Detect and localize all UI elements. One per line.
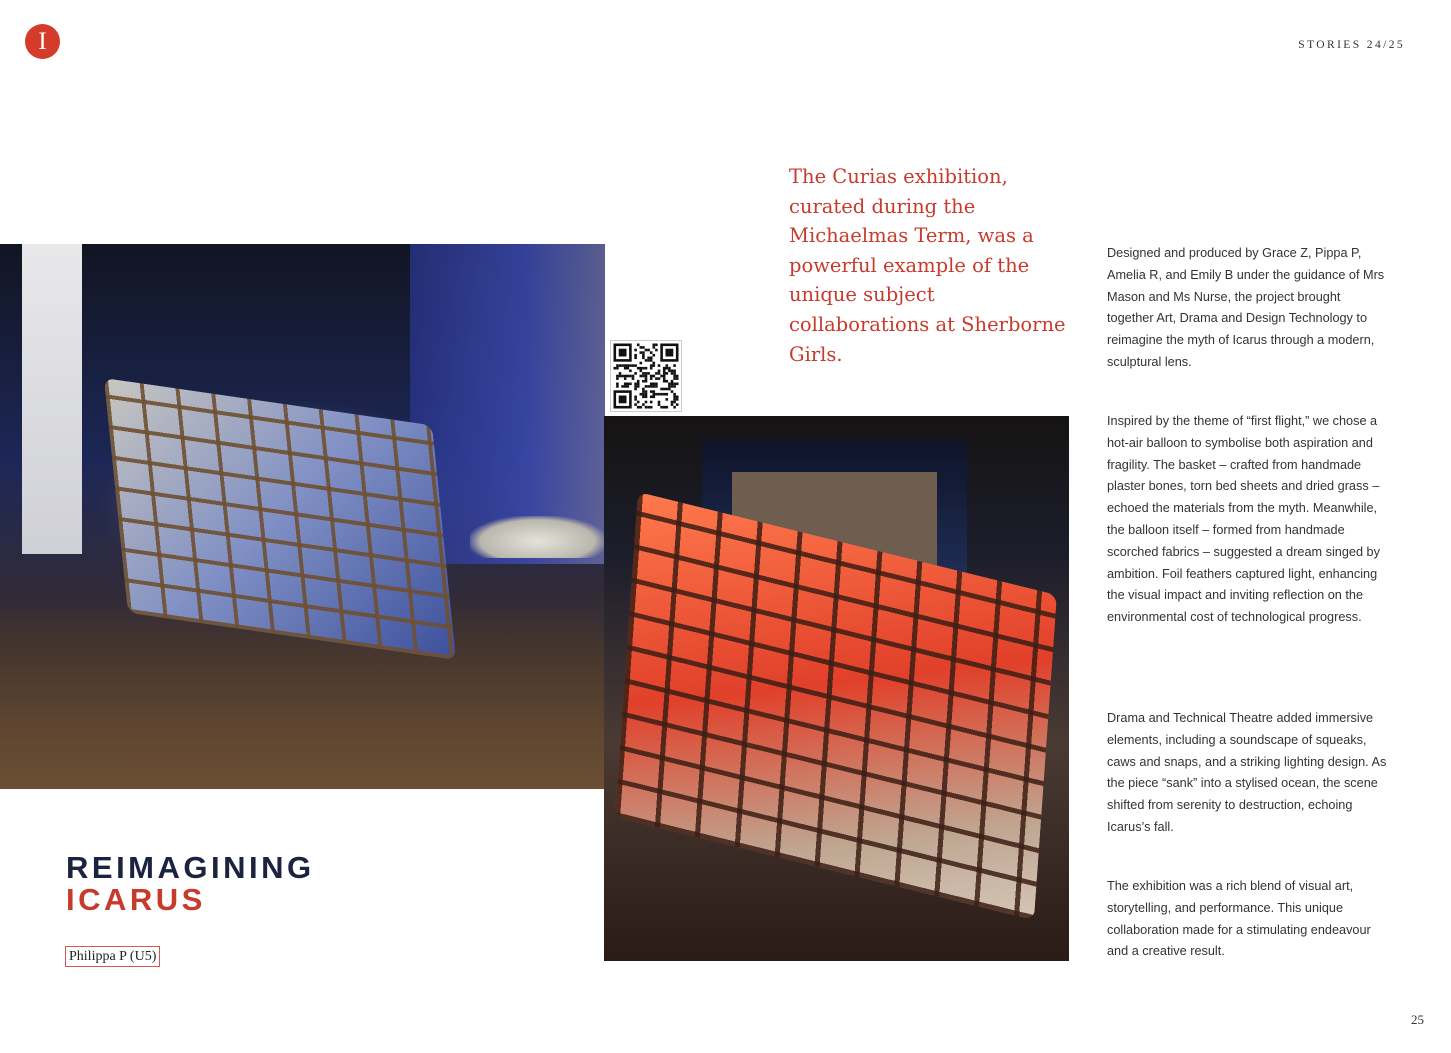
sculpture-photo-red-lighting (604, 416, 1069, 961)
publication-logo: I (25, 24, 60, 59)
page-number: 25 (1411, 1012, 1424, 1027)
fabric-pile (470, 516, 605, 558)
article-title (66, 852, 315, 916)
body-paragraph: Drama and Technical Theatre added immersive elements, including a soundscape of squeaks, caws and snaps, and a striking lighting design. As the piece “sank” into a stylised ocean, the scene shifted from serenity to destruction, echoing Icarus’s fall. (1107, 711, 1387, 834)
running-head: STORIES 24/25 (1298, 39, 1405, 51)
qr-code-icon (611, 341, 681, 411)
title-line-1: REIMAGINING (66, 850, 315, 885)
qr-code[interactable] (610, 340, 682, 412)
balloon-basket-sculpture-red (615, 492, 1057, 920)
body-paragraph: Inspired by the theme of “first flight,” we chose a hot-air balloon to symbolise both aspiration and fragility. The basket – crafted from handmade plaster bones, torn bed sheets and dried grass – echoed the materials from the myth. Meanwhile, the balloon itself – formed from handmade scorched fabrics – suggested a dream singed by ambition. Foil feathers captured light, enhancing the visual impact and inviting reflection on the environmental cost of technological progress. (1107, 414, 1380, 625)
pull-quote: The Curias exhibition, curated during the Michaelmas Term, was a powerful example of the unique subject collaborations at Sherborne Girls. (789, 165, 1066, 366)
title-line-2: ICARUS (66, 882, 206, 917)
body-paragraph: The exhibition was a rich blend of visual art, storytelling, and performance. This unique collaboration made for a stimulating endeavour and a creative result. (1107, 879, 1371, 959)
body-paragraph: Designed and produced by Grace Z, Pippa P, Amelia R, and Emily B under the guidance of Mrs Mason and Ms Nurse, the project brought together Art, Drama and Design Technology to reimagine the myth of Icarus through a modern, sculptural lens. (1107, 246, 1385, 369)
exhibition-poster-panel (22, 244, 82, 554)
author-byline: Philippa P (U5) (65, 946, 160, 967)
sculpture-photo-blue-lighting (0, 244, 605, 789)
